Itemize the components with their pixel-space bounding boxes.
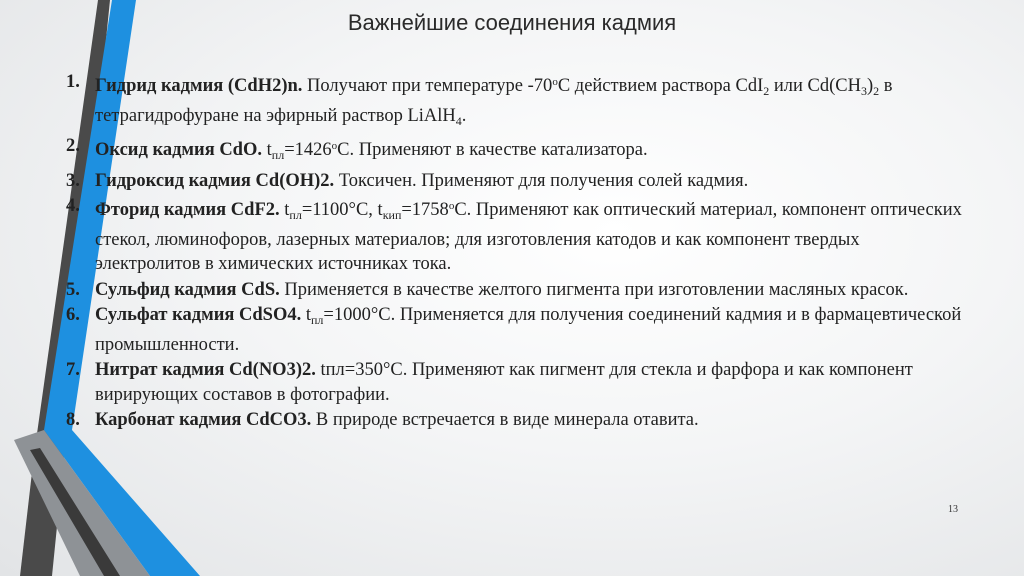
item-sub: 2 (763, 84, 770, 98)
compound-name: Сульфид кадмия CdS. (95, 279, 280, 300)
list-item (66, 70, 966, 133)
list-item (66, 408, 966, 433)
item-text: =1000°С. Применяется для получения соединений кадмия и в фармацевтической промышленности. (95, 305, 962, 355)
item-number: 5. (66, 279, 80, 300)
item-text: t (279, 200, 290, 220)
item-text: =1758 (401, 200, 449, 220)
list-item (66, 134, 966, 168)
compound-name: Фторид кадмия CdF2. (95, 200, 280, 220)
list-item (66, 194, 966, 277)
item-text: =1100°С, t (301, 200, 383, 220)
item-text: t (262, 140, 272, 160)
item-number: 8. (66, 410, 80, 430)
item-sub: 2 (873, 84, 880, 98)
slide-title: Важнейшие соединения кадмия (347, 10, 677, 35)
item-number: 2. (66, 136, 80, 156)
item-sub: пл (271, 148, 285, 162)
item-text: tпл=350°С. Применяют как пигмент для стекла и фарфора и как компонент вирирующих составов в фотографии. (95, 360, 913, 405)
item-text: Получают при температуре -70 (302, 76, 553, 96)
item-text: Токсичен. Применяют для получения солей кадмия. (334, 170, 749, 191)
compound-name: Нитрат кадмия Cd(NO3)2. (95, 360, 316, 380)
item-number: 7. (66, 360, 80, 380)
item-sub: кип (382, 208, 402, 222)
compound-name: Гидроксид кадмия Cd(OH)2. (95, 170, 335, 191)
item-sub: 4 (455, 113, 462, 128)
item-sup: о (552, 76, 558, 88)
compound-name: Гидрид кадмия (CdH2)n. (95, 76, 303, 96)
item-text: С действием раствора CdI (557, 76, 764, 96)
item-text: или Cd(CH (769, 76, 861, 96)
item-text: =1426 (284, 140, 332, 160)
item-text: t (301, 305, 311, 325)
compounds-list (66, 70, 966, 434)
item-text: Применяется в качестве желтого пигмента при изготовлении масляных красок. (279, 279, 909, 300)
item-sub: 3 (860, 84, 867, 98)
item-number: 1. (66, 72, 80, 92)
list-item (66, 303, 966, 357)
item-sub: пл (289, 208, 302, 222)
item-sup: о (331, 140, 338, 152)
item-text: С. Применяют в качестве катализатора. (337, 140, 648, 160)
item-number: 4. (66, 196, 80, 216)
item-text: . (461, 105, 467, 126)
item-number: 3. (66, 170, 80, 191)
item-text: ) (866, 76, 874, 96)
compound-name: Сульфат кадмия CdSO4. (95, 305, 302, 325)
list-item (66, 169, 966, 194)
list-item (66, 358, 966, 407)
item-text: в тетрагидрофуране на эфирный раствор LiAlH (95, 76, 893, 126)
item-text: В природе встречается в виде минерала отавита. (311, 410, 699, 430)
compound-name: Оксид кадмия CdO. (95, 140, 262, 160)
item-sub: пл (311, 313, 324, 327)
item-number: 6. (66, 305, 80, 325)
item-sup: о (448, 200, 455, 212)
compound-name: Карбонат кадмия CdCO3. (95, 410, 312, 430)
item-text: С. Применяют как оптический материал, компонент оптических стекол, люминофоров, лазерных материалов; для изготовления катодов и как компонент твердых электролитов в химических источниках тока. (95, 200, 962, 274)
list-item (66, 278, 966, 303)
page-number: 13 (948, 504, 958, 515)
